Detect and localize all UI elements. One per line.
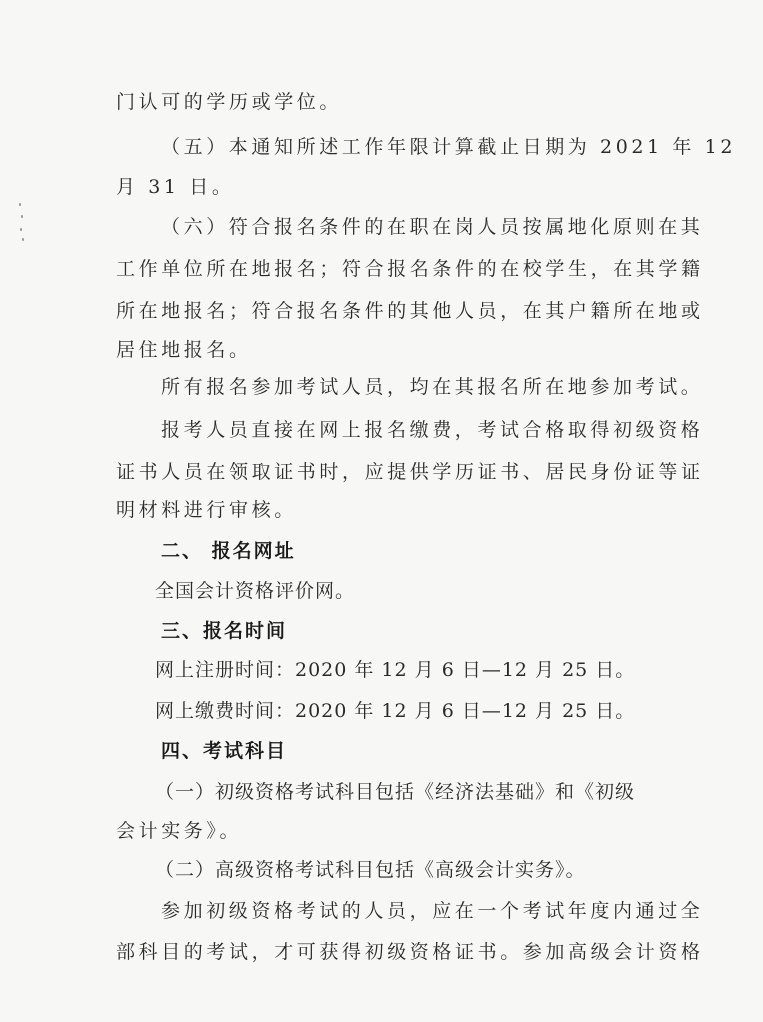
paragraph-line: （二）高级资格考试科目包括《高级会计实务》。 <box>155 859 586 881</box>
paragraph-line: 全国会计资格评价网。 <box>155 580 356 602</box>
section-heading: 四、考试科目 <box>161 740 288 762</box>
paragraph-line: 报考人员直接在网上报名缴费，考试合格取得初级资格 <box>161 419 704 441</box>
section-heading: 三、报名时间 <box>161 620 288 642</box>
paragraph-line: （六）符合报名条件的在职在岗人员按属地化原则在其 <box>161 216 704 238</box>
section-heading: 二、 报名网址 <box>161 540 296 562</box>
scan-speck <box>21 215 23 218</box>
paragraph-line: 门认可的学历或学位。 <box>116 91 343 113</box>
scan-speck <box>19 203 21 206</box>
scan-speck <box>22 238 24 241</box>
paragraph-line: 月 31 日。 <box>116 176 235 198</box>
paragraph-line: 工作单位所在地报名；符合报名条件的在校学生，在其学籍 <box>116 258 704 280</box>
paragraph-line: 参加初级资格考试的人员，应在一个考试年度内通过全 <box>161 900 704 922</box>
paragraph-line: 所有报名参加考试人员，均在其报名所在地参加考试。 <box>161 376 704 398</box>
scan-speck <box>20 228 22 231</box>
paragraph-line: 证书人员在领取证书时，应提供学历证书、居民身份证等证 <box>116 461 704 483</box>
paragraph-line: （一）初级资格考试科目包括《经济法基础》和《初级 <box>155 781 636 803</box>
paragraph-line: 居住地报名。 <box>116 339 252 361</box>
paragraph-line: （五）本通知所述工作年限计算截止日期为 2021 年 12 <box>161 136 737 158</box>
paragraph-line: 所在地报名；符合报名条件的其他人员，在其户籍所在地或 <box>116 300 704 322</box>
paragraph-line: 会计实务》。 <box>116 820 243 842</box>
paragraph-line: 明材料进行审核。 <box>116 499 297 521</box>
paragraph-line: 部科目的考试，才可获得初级资格证书。参加高级会计资格 <box>116 941 704 963</box>
paragraph-line: 网上注册时间：2020 年 12 月 6 日—12 月 25 日。 <box>155 659 636 681</box>
paragraph-line: 网上缴费时间：2020 年 12 月 6 日—12 月 25 日。 <box>155 700 636 722</box>
